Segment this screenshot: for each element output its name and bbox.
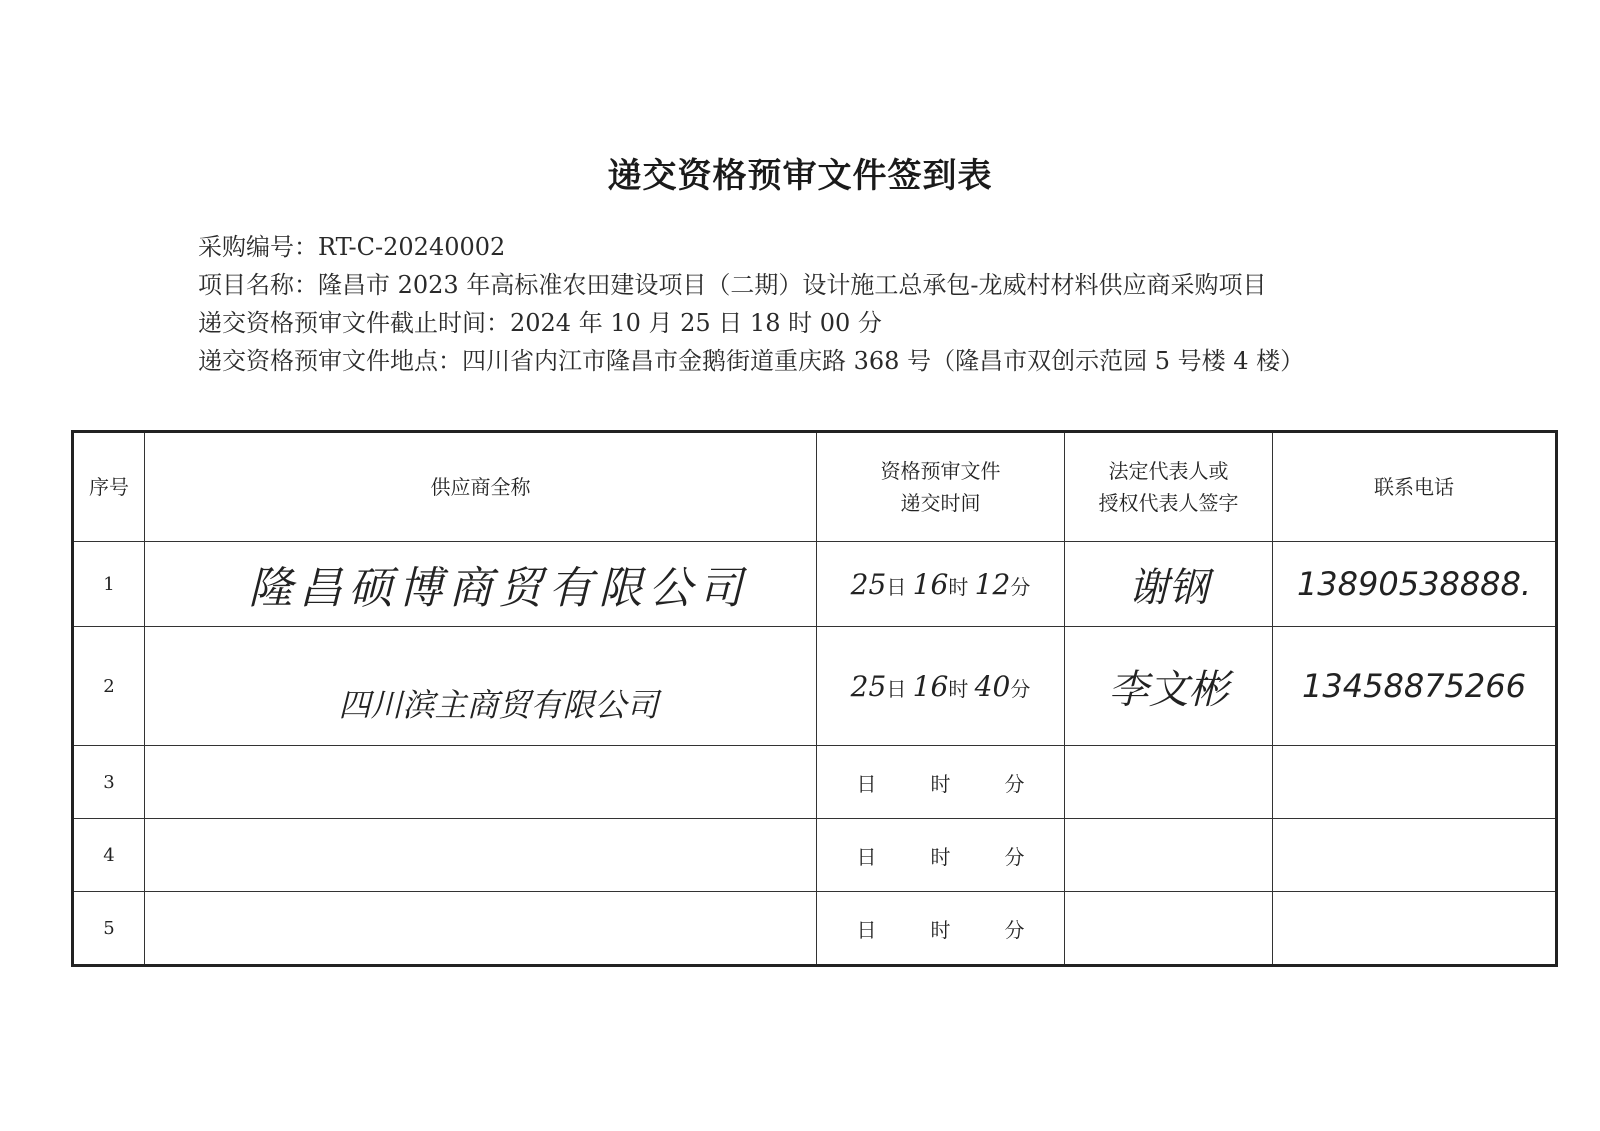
signature: 李文彬 [1065,627,1273,746]
signature [1065,746,1273,819]
phone-number [1273,746,1557,819]
signature [1065,892,1273,966]
supplier-name: 四川滨主商贸有限公司 [145,627,817,746]
time-minute-unit: 分 [1010,574,1031,599]
supplier-name: 隆昌硕博商贸有限公司 [145,542,817,627]
time-day-unit: 日 [856,771,877,796]
table-row [73,627,1557,746]
header-supplier: 供应商全称 [145,432,817,542]
submission-location: 递交资格预审文件地点：四川省内江市隆昌市金鹅街道重庆路 368 号（隆昌市双创示范园 5 号楼 4 楼） [198,347,1305,375]
project-name: 项目名称：隆昌市 2023 年高标准农田建设项目（二期）设计施工总承包-龙威村材料供应商采购项目 [198,271,1267,299]
header-signature [1065,432,1273,542]
header-time-line1: 资格预审文件 [880,459,1001,483]
time-minute-unit: 分 [1010,676,1031,701]
submit-time [817,627,1065,746]
time-day-unit: 日 [886,676,907,701]
table-row [73,819,1557,892]
time-day-unit: 日 [856,844,877,869]
time-minute-value: 12 [974,567,1011,601]
phone-number [1273,819,1557,892]
table-header-row [73,432,1557,542]
header-phone: 联系电话 [1273,432,1557,542]
time-minute-unit: 分 [1004,844,1025,869]
supplier-name [145,819,817,892]
table-row [73,892,1557,966]
row-index: 4 [73,819,145,892]
submission-deadline: 递交资格预审文件截止时间：2024 年 10 月 25 日 18 时 00 分 [198,309,882,337]
time-hour-unit: 时 [948,574,969,599]
row-index: 1 [73,542,145,627]
time-hour-value: 16 [912,567,949,601]
time-day-value: 25 [850,567,887,601]
time-day-unit: 日 [856,917,877,942]
time-hour-unit: 时 [930,844,951,869]
time-minute-unit: 分 [1004,771,1025,796]
time-day-value: 25 [850,669,887,703]
supplier-name [145,746,817,819]
time-minute-value: 40 [974,669,1011,703]
phone-number [1273,892,1557,966]
time-hour-unit: 时 [948,676,969,701]
phone-number: 13458875266 [1273,627,1557,746]
sign-in-table [71,430,1558,967]
row-index: 5 [73,892,145,966]
signature: 谢钢 [1065,542,1273,627]
time-hour-value: 16 [912,669,949,703]
table-row [73,542,1557,627]
supplier-name [145,892,817,966]
submit-time [817,892,1065,966]
header-time-line2: 递交时间 [900,491,981,515]
time-hour-unit: 时 [930,771,951,796]
header-sign-line1: 法定代表人或 [1108,459,1229,483]
time-hour-unit: 时 [930,917,951,942]
time-minute-unit: 分 [1004,917,1025,942]
row-index: 3 [73,746,145,819]
info-block [198,228,1428,380]
submit-time [817,819,1065,892]
submit-time [817,746,1065,819]
signature [1065,819,1273,892]
table-row [73,746,1557,819]
header-time [817,432,1065,542]
procurement-number: 采购编号：RT-C-20240002 [198,233,506,261]
row-index: 2 [73,627,145,746]
phone-number: 13890538888. [1273,542,1557,627]
time-day-unit: 日 [886,574,907,599]
header-sign-line2: 授权代表人签字 [1098,491,1239,515]
header-index: 序号 [73,432,145,542]
submit-time [817,542,1065,627]
page-title: 递交资格预审文件签到表 [607,156,993,196]
